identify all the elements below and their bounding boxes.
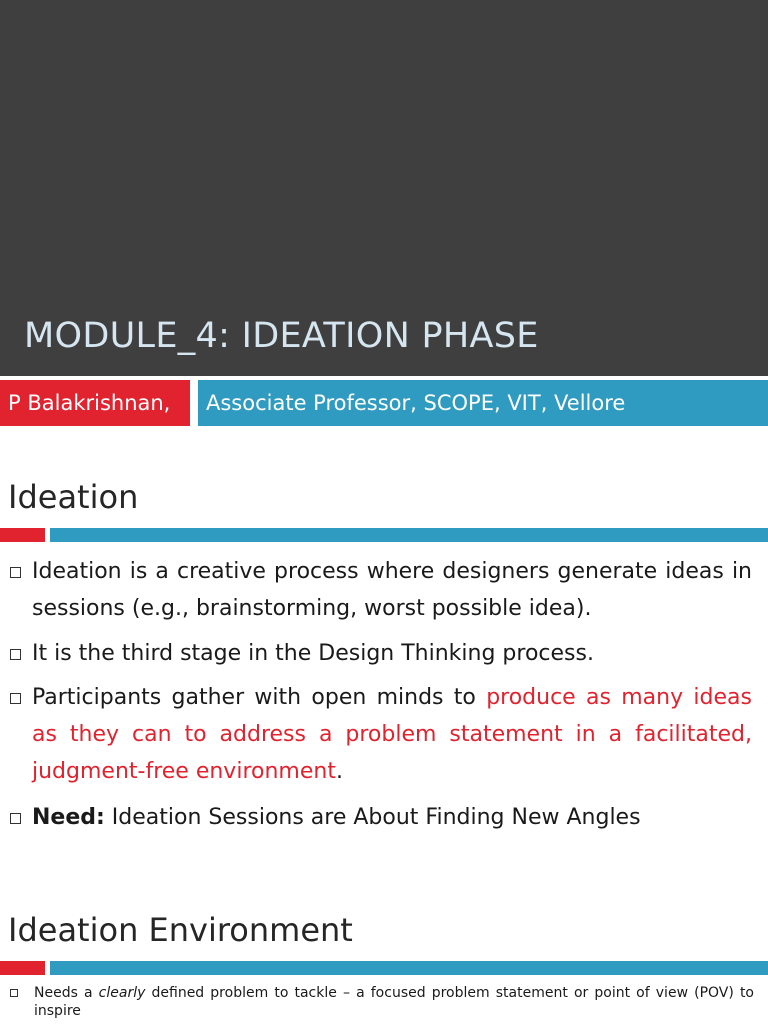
checkbox-bullet-icon bbox=[10, 693, 21, 704]
bullet-emphasis: clearly bbox=[98, 985, 146, 1001]
title-slide bbox=[0, 0, 768, 376]
checkbox-bullet-icon bbox=[10, 813, 21, 824]
heading-divider-red bbox=[0, 961, 45, 975]
author-role: Associate Professor, SCOPE, VIT, Vellore bbox=[198, 380, 768, 426]
bullet-item bbox=[10, 799, 752, 836]
bullet-text-suffix: . bbox=[335, 759, 343, 784]
bullet-item bbox=[10, 553, 752, 627]
checkbox-bullet-icon bbox=[10, 649, 21, 660]
bullet-text-prefix: Participants gather with open minds to bbox=[32, 685, 487, 710]
heading-divider-blue bbox=[50, 528, 768, 542]
ideation-environment-heading: Ideation Environment bbox=[8, 911, 353, 949]
module-title: MODULE_4: IDEATION PHASE bbox=[24, 316, 539, 356]
checkbox-bullet-icon bbox=[10, 567, 21, 578]
bullet-label: Need: bbox=[32, 805, 105, 830]
bullet-text-prefix: Needs a bbox=[34, 985, 99, 1001]
author-name: P Balakrishnan, bbox=[0, 380, 190, 426]
bullet-text: Ideation is a creative process where designers generate ideas in sessions (e.g., brainstorming, worst possible idea). bbox=[32, 559, 752, 621]
bullet-highlight: produce as many ideas as they can to address a problem statement in a facilitated, judgment-free environment bbox=[32, 685, 752, 784]
bullet-body: Ideation Sessions are About Finding New Angles bbox=[104, 805, 641, 830]
checkbox-bullet-icon bbox=[10, 989, 18, 997]
ideation-heading: Ideation bbox=[8, 478, 139, 516]
bullet-text bbox=[34, 984, 754, 1020]
bullet-item bbox=[10, 679, 752, 790]
bullet-text: It is the third stage in the Design Thinking process. bbox=[32, 641, 594, 666]
bullet-text bbox=[32, 799, 752, 836]
bullet-item bbox=[10, 635, 752, 672]
bullet-text-suffix: defined problem to tackle – a focused problem statement or point of view (POV) to inspire bbox=[34, 985, 754, 1019]
bullet-item bbox=[10, 984, 754, 1020]
bullet-text bbox=[32, 679, 752, 790]
heading-divider-red bbox=[0, 528, 45, 542]
heading-divider-blue bbox=[50, 961, 768, 975]
